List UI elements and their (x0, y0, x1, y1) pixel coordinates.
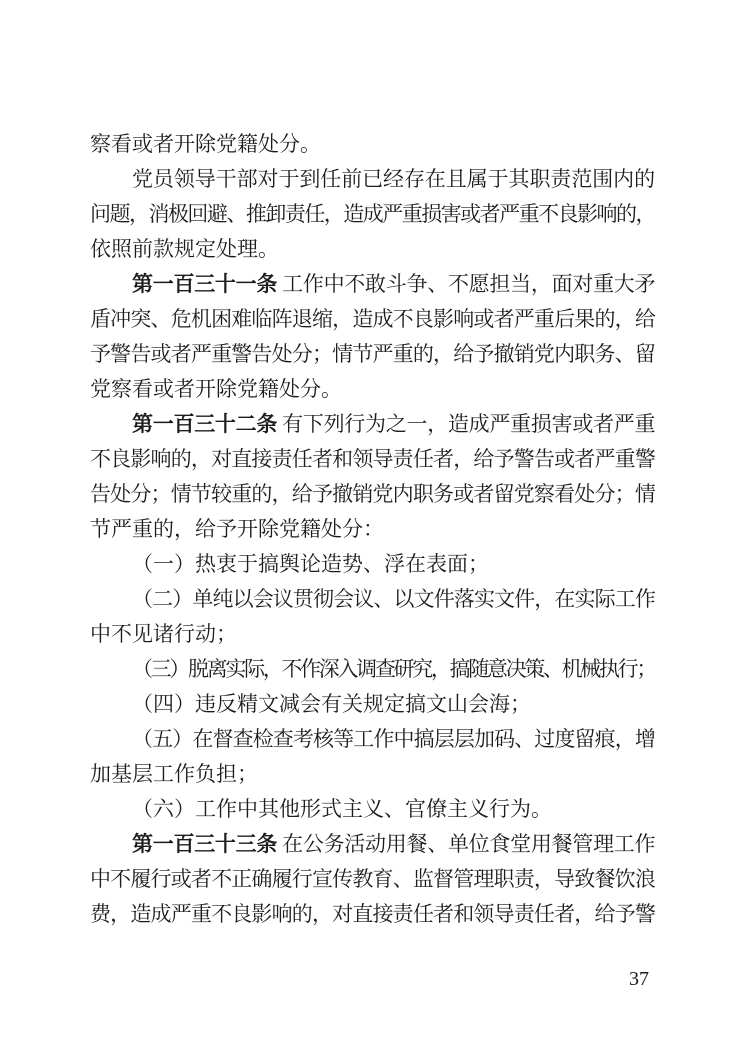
text-line: 第一百三十二条 有下列行为之一，造成严重损害或者严重 (132, 412, 656, 436)
text-line: 予警告或者严重警告处分；情节严重的，给予撤销党内职务、留 (90, 342, 656, 366)
text-line: 问题，消极回避、推卸责任，造成严重损害或者严重不良影响的， (90, 202, 656, 226)
text-line: （六）工作中其他形式主义、官僚主义行为。 (132, 797, 552, 821)
article-number: 第一百三十二条 (132, 412, 278, 436)
text-body (90, 127, 655, 932)
text-line: 中不履行或者不正确履行宣传教育、监督管理职责，导致餐饮浪 (90, 867, 656, 891)
text-line: 告处分；情节较重的，给予撤销党内职务或者留党察看处分；情 (90, 482, 656, 506)
text-line: 中不见诸行动； (90, 622, 237, 646)
text-line: 察看或者开除党籍处分。 (90, 132, 321, 156)
text-line: （四）违反精文减会有关规定搞文山会海； (132, 692, 531, 716)
text-line: 节严重的，给予开除党籍处分： (90, 517, 384, 541)
text-line: （一）热衷于搞舆论造势、浮在表面； (132, 552, 489, 576)
text-line: 党察看或者开除党籍处分。 (90, 377, 342, 401)
text-line: 依照前款规定处理。 (90, 237, 279, 261)
text-line: 加基层工作负担； (90, 762, 258, 786)
page-number: 37 (629, 968, 649, 990)
text-line: 不良影响的，对直接责任者和领导责任者，给予警告或者严重警 (90, 447, 656, 471)
text-line: （五）在督查检查考核等工作中搞层层加码、过度留痕，增 (132, 727, 655, 751)
text-line: （二）单纯以会议贯彻会议、以文件落实文件，在实际工作 (132, 587, 655, 611)
text-line: 第一百三十三条 在公务活动用餐、单位食堂用餐管理工作 (132, 832, 656, 856)
text-line: 第一百三十一条 工作中不敢斗争、不愿担当，面对重大矛 (132, 272, 656, 296)
text-line: 盾冲突、危机困难临阵退缩，造成不良影响或者严重后果的，给 (90, 307, 656, 331)
text-line: 费，造成严重不良影响的，对直接责任者和领导责任者，给予警 (90, 902, 656, 926)
text-line: 党员领导干部对于到任前已经存在且属于其职责范围内的 (132, 167, 655, 191)
text-line: （三）脱离实际，不作深入调查研究，搞随意决策、机械执行； (132, 657, 656, 681)
article-number: 第一百三十三条 (132, 832, 278, 856)
article-number: 第一百三十一条 (132, 272, 278, 296)
